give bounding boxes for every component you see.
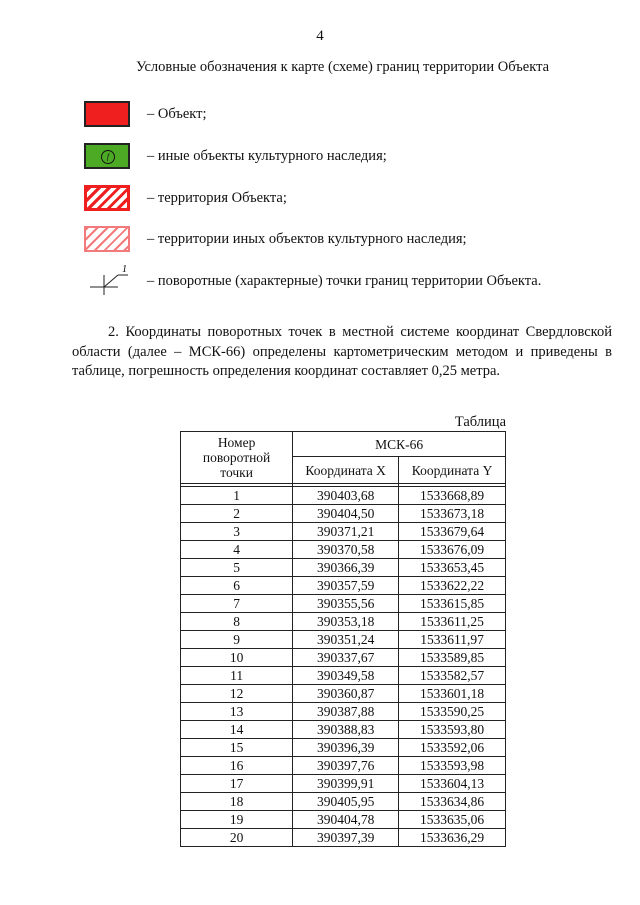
page-number: 4 — [316, 28, 324, 44]
point-number-cell: 13 — [181, 703, 293, 721]
coordinate-y-cell: 1533601,18 — [399, 685, 506, 703]
table-row — [181, 541, 506, 559]
coordinate-y-cell: 1533676,09 — [399, 541, 506, 559]
coordinate-y-cell: 1533611,97 — [399, 631, 506, 649]
table-row — [181, 487, 506, 505]
legend-item-turning-points — [72, 264, 612, 298]
point-number-cell: 9 — [181, 631, 293, 649]
coordinate-x-cell: 390355,56 — [293, 595, 399, 613]
coordinate-x-cell: 390349,58 — [293, 667, 399, 685]
point-number-cell: 14 — [181, 721, 293, 739]
point-number-cell: 12 — [181, 685, 293, 703]
table-row — [181, 577, 506, 595]
coordinate-y-cell: 1533592,06 — [399, 739, 506, 757]
coordinate-x-cell: 390353,18 — [293, 613, 399, 631]
coordinate-y-cell: 1533589,85 — [399, 649, 506, 667]
header-coordinate-y: Координата Y — [399, 457, 506, 484]
legend-text: – Объект; — [147, 106, 207, 122]
coordinate-y-cell: 1533615,85 — [399, 595, 506, 613]
point-number-cell: 5 — [181, 559, 293, 577]
coordinate-y-cell: 1533593,98 — [399, 757, 506, 775]
legend-text: – территория Объекта; — [147, 190, 287, 206]
coordinate-y-cell: 1533636,29 — [399, 829, 506, 847]
red-hatch-icon — [84, 185, 130, 211]
green-fill-icon — [84, 143, 130, 169]
coordinate-x-cell: 390360,87 — [293, 685, 399, 703]
table-row — [181, 685, 506, 703]
table-row — [181, 667, 506, 685]
table-row — [181, 775, 506, 793]
legend-title: Условные обозначения к карте (схеме) границ территории Объекта — [135, 59, 550, 75]
table-row — [181, 649, 506, 667]
table-row — [181, 793, 506, 811]
coordinate-x-cell: 390351,24 — [293, 631, 399, 649]
coordinate-x-cell: 390370,58 — [293, 541, 399, 559]
header-coordinate-system: МСК-66 — [293, 432, 506, 457]
table-row — [181, 523, 506, 541]
coordinate-x-cell: 390399,91 — [293, 775, 399, 793]
point-number-cell: 10 — [181, 649, 293, 667]
point-number-cell: 1 — [181, 487, 293, 505]
turning-point-icon — [84, 263, 130, 297]
point-number-cell: 6 — [181, 577, 293, 595]
point-number-cell: 4 — [181, 541, 293, 559]
legend-item-other-heritage — [72, 143, 612, 173]
coordinates-table — [180, 431, 506, 847]
table-row — [181, 631, 506, 649]
table-row — [181, 505, 506, 523]
point-number-cell: 18 — [181, 793, 293, 811]
table-row — [181, 703, 506, 721]
coordinate-x-cell: 390404,50 — [293, 505, 399, 523]
light-red-hatch-icon — [84, 226, 130, 252]
coordinate-x-cell: 390371,21 — [293, 523, 399, 541]
coordinate-x-cell: 390388,83 — [293, 721, 399, 739]
circle-symbol-letter: f — [101, 150, 115, 164]
coordinate-x-cell: 390357,59 — [293, 577, 399, 595]
point-number-cell: 16 — [181, 757, 293, 775]
legend-item-object-territory — [72, 185, 612, 215]
coordinates-paragraph — [72, 323, 612, 382]
legend-text: – иные объекты культурного наследия; — [147, 148, 387, 164]
coordinate-x-cell: 390366,39 — [293, 559, 399, 577]
table-row — [181, 739, 506, 757]
coordinate-x-cell: 390396,39 — [293, 739, 399, 757]
coordinate-y-cell: 1533582,57 — [399, 667, 506, 685]
turning-point-label: 1 — [122, 264, 127, 275]
legend-text: – территории иных объектов культурного наследия; — [147, 231, 467, 247]
coordinate-x-cell: 390397,76 — [293, 757, 399, 775]
header-coordinate-x: Координата X — [293, 457, 399, 484]
table-row — [181, 595, 506, 613]
coordinate-y-cell: 1533634,86 — [399, 793, 506, 811]
coordinate-y-cell: 1533593,80 — [399, 721, 506, 739]
point-number-cell: 20 — [181, 829, 293, 847]
point-number-cell: 17 — [181, 775, 293, 793]
table-row — [181, 757, 506, 775]
coordinate-x-cell: 390404,78 — [293, 811, 399, 829]
coordinate-y-cell: 1533622,22 — [399, 577, 506, 595]
table-row — [181, 811, 506, 829]
red-fill-icon — [84, 101, 130, 127]
table-caption: Таблица — [454, 414, 506, 430]
point-number-cell: 11 — [181, 667, 293, 685]
coordinate-x-cell: 390387,88 — [293, 703, 399, 721]
table-row — [181, 829, 506, 847]
table-row — [181, 613, 506, 631]
table-body — [181, 487, 506, 847]
point-number-cell: 19 — [181, 811, 293, 829]
table-row — [181, 721, 506, 739]
coordinate-y-cell: 1533653,45 — [399, 559, 506, 577]
point-number-cell: 2 — [181, 505, 293, 523]
table-row — [181, 559, 506, 577]
coordinate-y-cell: 1533611,25 — [399, 613, 506, 631]
paragraph-text: 2. Координаты поворотных точек в местной системе координат Свердловской области (далее – МСК-66) определены картометрическим методом и приведены в таблице, погрешность определения координат составляет 0,25 метра. — [72, 324, 612, 379]
header-point-number: Номер поворотной точки — [181, 432, 293, 484]
coordinate-x-cell: 390397,39 — [293, 829, 399, 847]
point-number-cell: 3 — [181, 523, 293, 541]
coordinate-y-cell: 1533635,06 — [399, 811, 506, 829]
coordinate-x-cell: 390403,68 — [293, 487, 399, 505]
coordinate-y-cell: 1533679,64 — [399, 523, 506, 541]
point-number-cell: 8 — [181, 613, 293, 631]
coordinate-y-cell: 1533604,13 — [399, 775, 506, 793]
coordinate-x-cell: 390337,67 — [293, 649, 399, 667]
legend-item-object — [72, 101, 612, 131]
legend-item-other-territories — [72, 226, 612, 256]
legend-text: – поворотные (характерные) точки границ территории Объекта. — [147, 273, 542, 289]
coordinate-x-cell: 390405,95 — [293, 793, 399, 811]
coordinate-y-cell: 1533590,25 — [399, 703, 506, 721]
coordinate-y-cell: 1533673,18 — [399, 505, 506, 523]
coordinate-y-cell: 1533668,89 — [399, 487, 506, 505]
point-number-cell: 7 — [181, 595, 293, 613]
point-number-cell: 15 — [181, 739, 293, 757]
